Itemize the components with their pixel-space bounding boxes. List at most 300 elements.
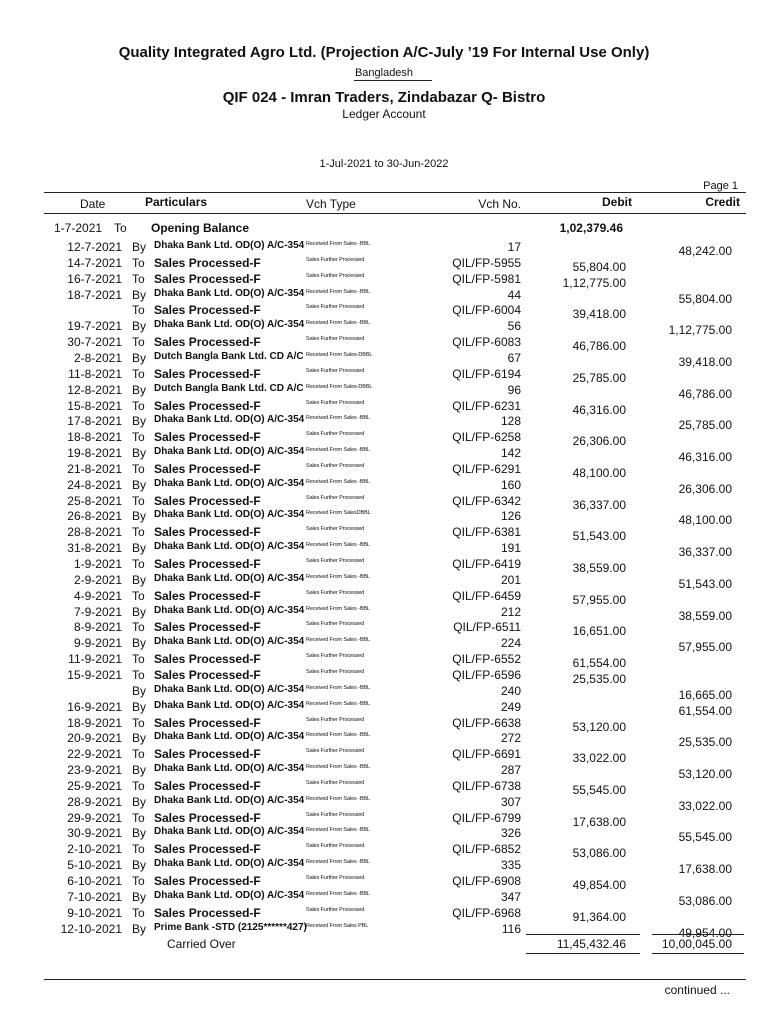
total-credit-rule [652,934,744,935]
entry-vch-type: Received From Sales -BBL [306,320,370,327]
entry-vch-no: QIL/FP-6258 [452,430,521,445]
entry-date: 25-8-2021 [67,493,122,508]
entry-credit: 48,242.00 [678,244,732,258]
entry-date: 18-9-2021 [67,715,122,730]
entry-date: 30-9-2021 [67,826,122,841]
entry-vch-type: Sales Further Processed [306,272,365,279]
total-debit-rule [526,934,640,935]
ledger-row [0,906,768,922]
entry-date: 23-9-2021 [67,763,122,777]
entry-debit: 38,559.00 [572,561,626,575]
entry-particulars: Dutch Bangla Bank Ltd. CD A/C [154,382,304,394]
opening-direction: To [114,221,127,235]
entry-direction: To [132,335,145,350]
entry-particulars: Sales Processed-F [154,398,261,413]
entry-date: 6-10-2021 [67,874,122,888]
entry-date: 29-9-2021 [67,810,122,825]
entry-debit: 53,120.00 [572,719,626,734]
entry-debit: 55,804.00 [572,259,626,274]
total-credit: 10,00,045.00 [661,937,732,951]
entry-vch-no: 347 [500,889,521,904]
entry-date: 17-8-2021 [67,414,122,429]
entry-date: 12-8-2021 [67,382,122,397]
entry-particulars: Dhaka Bank Ltd. OD(O) A/C-354 [154,319,305,331]
entry-direction: By [132,858,147,873]
ledger-row [0,541,768,560]
entry-particulars: Dhaka Bank Ltd. OD(O) A/C-354 [154,541,305,553]
entry-particulars: Dhaka Bank Ltd. OD(O) A/C-354 [154,794,305,806]
entry-vch-type: Sales Further Processed [306,589,365,596]
entry-vch-no: QIL/FP-6381 [452,525,521,540]
entry-direction: To [132,652,145,667]
ledger-row [0,795,768,811]
period-label: 1-Jul-2021 to 30-Jun-2022 [319,158,449,170]
entry-vch-type: Sales Further Processed [306,399,365,406]
entry-vch-type: Received From SalesDBBL [306,510,371,517]
entry-debit: 53,086.00 [572,846,626,861]
entry-credit: 25,535.00 [678,735,732,750]
entry-vch-type: Sales Further Processed [306,843,365,850]
entry-particulars: Dhaka Bank Ltd. OD(O) A/C-354 [154,287,305,299]
entry-debit: 16,651.00 [572,624,626,639]
ledger-row [0,383,768,399]
entry-particulars: Sales Processed-F [154,652,261,667]
entry-direction: To [132,810,145,825]
entry-vch-type: Received From Sales -BBL [306,542,370,549]
carried-over-label: Carried Over [167,937,236,951]
entry-direction: By [132,636,147,651]
entry-vch-type: Received From Sales-DBBL [306,383,373,390]
ledger-party-title: QIF 024 - Imran Traders, Zindabazar Q- Bistro [222,89,546,106]
entry-date: 9-10-2021 [67,905,122,920]
ledger-row [0,842,768,861]
entry-direction: By [132,446,147,460]
ledger-row [0,636,768,655]
entry-date: 22-9-2021 [67,747,122,762]
entry-debit: 48,100.00 [572,465,626,480]
entry-vch-no: QIL/FP-6738 [452,778,521,793]
ledger-row [0,668,768,684]
entry-direction: To [132,842,145,857]
entry-particulars: Sales Processed-F [154,778,261,793]
ledger-row [0,478,768,494]
entry-credit: 33,022.00 [678,798,732,813]
entry-credit: 49,954.00 [678,925,732,940]
entry-date: 2-10-2021 [67,842,122,857]
entry-credit: 17,638.00 [678,862,732,877]
ledger-row [0,716,768,732]
entry-vch-no: 142 [500,446,521,460]
entry-direction: By [132,763,147,777]
ledger-row [0,557,768,573]
ledger-row [0,652,768,671]
entry-vch-no: 191 [500,541,521,556]
country-underline [354,80,432,81]
entry-vch-type: Received From Sales -BBL [306,605,370,612]
total-debit-underline [526,953,640,954]
entry-vch-type: Received From Sales -BBL [306,859,370,866]
opening-date: 1-7-2021 [54,221,103,235]
entry-credit: 1,12,775.00 [668,323,732,338]
entry-direction: By [132,541,147,556]
entry-particulars: Dhaka Bank Ltd. OD(O) A/C-354 [154,699,305,711]
entry-credit: 53,086.00 [678,893,732,908]
ledger-row [0,605,768,621]
entry-direction: By [132,509,147,524]
entry-date: 18-8-2021 [67,430,122,445]
entry-vch-type: Sales Further Processed [306,336,365,343]
opening-particulars: Opening Balance [151,221,250,235]
entry-vch-type: Sales Further Processed [306,811,365,818]
entry-direction: By [132,826,147,841]
total-debit: 11,45,432.46 [556,937,626,951]
entry-vch-no: QIL/FP-6511 [453,620,521,635]
entry-date: 20-9-2021 [67,731,122,746]
entry-vch-no: 326 [500,826,521,841]
entry-date: 30-7-2021 [67,335,122,350]
entry-vch-type: Sales Further Processed [306,558,365,564]
entry-vch-type: Sales Further Processed [306,669,365,675]
entry-date: 19-8-2021 [67,446,122,460]
entry-credit: 39,418.00 [678,354,732,369]
entry-vch-no: 67 [507,350,521,365]
entry-credit: 38,559.00 [678,608,732,623]
entry-debit: 55,545.00 [572,782,626,797]
entry-date: 4-9-2021 [73,588,122,603]
entry-direction: To [132,430,145,445]
entry-vch-type: Received From Sales -BBL [306,288,370,295]
ledger-row [0,874,768,890]
entry-particulars: Sales Processed-F [154,335,261,350]
entry-vch-no: QIL/FP-6004 [452,303,521,318]
entry-direction: By [132,731,147,746]
entry-particulars: Sales Processed-F [154,303,261,318]
page-number: Page 1 [703,180,738,192]
entry-debit: 17,638.00 [572,814,626,829]
entry-credit: 25,785.00 [678,418,732,433]
entry-credit: 55,804.00 [678,291,732,306]
entry-vch-no: 160 [500,477,521,492]
entry-debit: 49,854.00 [572,878,626,892]
entry-particulars: Sales Processed-F [154,905,261,920]
entry-vch-no: 335 [500,858,521,873]
entry-date: 12-7-2021 [67,240,122,254]
ledger-row [0,462,768,478]
entry-debit: 25,535.00 [572,672,626,686]
entry-vch-no: 116 [501,921,521,936]
total-credit-underline [652,953,744,954]
entry-particulars: Sales Processed-F [154,525,261,540]
entry-date: 16-7-2021 [67,271,122,286]
continued-label: continued ... [664,983,730,997]
entry-vch-no: 224 [500,636,521,651]
entry-date: 1-9-2021 [73,557,122,571]
entry-vch-type: Received From Sales -BBL [306,827,370,834]
entry-direction: By [132,240,147,254]
entry-debit: 46,786.00 [572,339,626,354]
entry-vch-type: Received From Sales -BBL [306,764,370,770]
entry-vch-type: Received From Sales -BBL [306,684,370,691]
entry-vch-no: 17 [507,240,521,254]
entry-particulars: Sales Processed-F [154,461,261,476]
entry-vch-type: Sales Further Processed [306,653,365,660]
entry-vch-no: QIL/FP-6852 [452,842,521,857]
entry-credit: 26,306.00 [678,481,732,496]
entry-direction: By [132,921,147,936]
ledger-row [0,731,768,750]
country-label: Bangladesh [354,67,414,79]
entry-date: 11-8-2021 [68,366,122,381]
entry-vch-type: Received From Sales -BBL [306,573,370,580]
entry-date: 19-7-2021 [67,319,122,334]
ledger-row [0,367,768,383]
entry-date: 18-7-2021 [67,287,122,302]
entry-credit: 57,955.00 [678,640,732,655]
entry-direction: By [132,683,147,698]
entry-date: 11-9-2021 [68,652,122,667]
entry-direction: To [132,366,145,381]
entry-vch-type: Sales Further Processed [306,748,365,755]
col-header-debit: Debit [602,195,632,209]
entry-vch-no: QIL/FP-6638 [452,715,521,730]
entry-vch-no: QIL/FP-6342 [452,493,521,508]
entry-direction: By [132,382,147,397]
entry-particulars: Sales Processed-F [154,668,261,682]
entry-vch-type: Received From Sales -BBL [306,795,370,802]
col-header-vch-type: Vch Type [306,197,356,211]
ledger-row [0,399,768,415]
entry-credit: 55,545.00 [678,830,732,845]
entry-particulars: Sales Processed-F [154,874,261,888]
entry-vch-type: Sales Further Processed [306,494,365,501]
entry-debit: 57,955.00 [572,592,626,607]
ledger-row [0,858,768,877]
entry-vch-no: QIL/FP-6968 [452,905,521,920]
entry-particulars: Dhaka Bank Ltd. OD(O) A/C-354 [154,509,305,521]
entry-particulars: Sales Processed-F [154,493,261,508]
entry-particulars: Dhaka Bank Ltd. OD(O) A/C-354 [154,858,305,870]
entry-vch-no: QIL/FP-6799 [452,810,521,825]
opening-debit: 1,02,379.46 [559,221,623,235]
entry-vch-type: Received From Sales -BBL [306,732,370,739]
entry-date: 8-9-2021 [73,620,122,635]
ledger-row [0,335,768,354]
entry-particulars: Dhaka Bank Ltd. OD(O) A/C-354 [154,477,305,489]
entry-vch-no: 272 [500,731,521,746]
entry-date: 25-9-2021 [67,778,122,793]
opening-balance-row [0,221,768,237]
entry-vch-no: 44 [507,287,521,302]
header-top-rule [44,192,746,193]
entry-particulars: Sales Processed-F [154,255,261,270]
entry-vch-no: QIL/FP-6459 [452,588,521,603]
entry-particulars: Sales Processed-F [154,810,261,825]
entry-particulars: Sales Processed-F [154,557,261,571]
ledger-row [0,272,768,288]
ledger-row [0,826,768,845]
entry-credit: 16,665.00 [678,687,732,702]
entry-particulars: Dhaka Bank Ltd. OD(O) A/C-354 [154,240,305,251]
entry-vch-type: Sales Further Processed [306,779,365,786]
entry-particulars: Dhaka Bank Ltd. OD(O) A/C-354 [154,763,305,774]
entry-debit: 51,543.00 [572,529,626,544]
entry-vch-no: QIL/FP-6552 [452,652,521,667]
entry-date: 5-10-2021 [67,858,122,873]
entry-vch-type: Received From Sales -BBL [306,415,370,422]
entry-vch-type: Received From Sales -BBL [306,890,370,897]
entry-date: 14-7-2021 [67,255,122,270]
entry-credit: 46,316.00 [678,450,732,464]
entry-vch-no: QIL/FP-6691 [452,747,521,762]
entry-vch-no: QIL/FP-6083 [452,335,521,350]
entry-vch-no: 307 [500,794,521,809]
entry-direction: To [132,668,145,682]
entry-vch-type: Sales Further Processed [306,431,365,438]
entry-particulars: Dhaka Bank Ltd. OD(O) A/C-354 [154,731,305,743]
entry-direction: To [132,588,145,603]
entry-vch-no: QIL/FP-6291 [452,461,521,476]
entry-debit: 25,785.00 [572,370,626,385]
entry-direction: By [132,319,147,334]
entry-vch-no: 128 [500,414,521,429]
entry-vch-type: Sales Further Processed [306,462,365,469]
entry-particulars: Dhaka Bank Ltd. OD(O) A/C-354 [154,604,305,616]
entry-date: 31-8-2021 [67,541,122,556]
ledger-type-label: Ledger Account [342,107,426,121]
entry-particulars: Dutch Bangla Bank Ltd. CD A/C [154,350,304,362]
entry-vch-no: 249 [500,699,521,714]
ledger-row [0,747,768,766]
entry-vch-type: Sales Further Processed [306,875,365,881]
ledger-row [0,430,768,449]
entry-vch-type: Sales Further Processed [306,621,365,628]
entry-date: 15-8-2021 [67,398,122,413]
ledger-row [0,240,768,256]
entry-particulars: Dhaka Bank Ltd. OD(O) A/C-354 [154,826,305,838]
entry-vch-type: Sales Further Processed [306,716,365,723]
entry-particulars: Sales Processed-F [154,747,261,762]
col-header-particulars: Particulars [145,195,208,209]
entry-direction: To [132,493,145,508]
entry-direction: By [132,794,147,809]
header-bottom-rule [44,213,746,214]
entry-vch-type: Received From Sales-DBBL [306,351,373,358]
ledger-row [0,779,768,795]
entry-particulars: Dhaka Bank Ltd. OD(O) A/C-354 [154,889,305,901]
company-title: Quality Integrated Agro Ltd. (Projection A/C-July ’19 For Internal Use Only) [118,44,650,61]
entry-particulars: Sales Processed-F [154,715,261,730]
entry-direction: To [132,747,145,762]
entry-vch-no: 287 [500,763,521,777]
ledger-row [0,620,768,639]
entry-debit: 91,364.00 [572,909,626,924]
entry-particulars: Dhaka Bank Ltd. OD(O) A/C-354 [154,414,305,426]
ledger-row [0,303,768,322]
entry-credit: 53,120.00 [678,767,732,781]
entry-date: 2-8-2021 [73,350,122,365]
entry-vch-type: Received From Sales PBL [306,922,369,929]
entry-direction: To [132,525,145,540]
entry-particulars: Sales Processed-F [154,620,261,635]
entry-vch-no: 212 [500,604,521,619]
entry-date: 2-9-2021 [73,572,122,587]
ledger-row [0,509,768,528]
ledger-row [0,414,768,433]
entry-direction: By [132,604,147,619]
entry-particulars: Dhaka Bank Ltd. OD(O) A/C-354 [154,446,305,457]
entry-direction: To [132,874,145,888]
ledger-row [0,256,768,272]
col-header-date: Date [80,197,106,211]
entry-particulars: Prime Bank -STD (2125******427) [154,921,307,933]
entry-particulars: Sales Processed-F [154,366,261,381]
col-header-credit: Credit [705,195,740,209]
entry-vch-no: 240 [500,683,521,698]
entry-date: 16-9-2021 [67,699,122,714]
entry-debit: 46,316.00 [572,402,626,417]
entry-vch-type: Received From Sales -BBL [306,637,370,644]
entry-vch-no: 126 [500,509,521,524]
entry-vch-type: Sales Further Processed [306,367,365,374]
entry-direction: To [132,461,145,476]
entry-vch-no: QIL/FP-6596 [452,668,521,682]
entry-direction: To [132,620,145,635]
entry-vch-type: Received From Sales -BBL [306,700,370,707]
entry-direction: To [132,905,145,920]
entry-date: 7-10-2021 [67,889,122,904]
entry-date: 28-8-2021 [67,525,122,540]
ledger-row [0,319,768,338]
entry-vch-no: QIL/FP-5981 [452,271,521,286]
entry-credit: 48,100.00 [678,513,732,528]
entry-particulars: Sales Processed-F [154,588,261,603]
entry-debit: 26,306.00 [572,434,626,449]
entry-direction: To [132,557,145,571]
entry-vch-type: Sales Further Processed [306,304,365,311]
entry-direction: To [132,778,145,793]
ledger-row [0,684,768,700]
footer-rule [44,979,746,980]
entry-debit: 1,12,775.00 [562,275,626,290]
entry-direction: By [132,889,147,904]
entry-debit: 36,337.00 [572,497,626,512]
entry-vch-no: QIL/FP-5955 [452,255,521,270]
entry-particulars: Dhaka Bank Ltd. OD(O) A/C-354 [154,572,305,584]
entry-debit: 39,418.00 [572,307,626,322]
entry-particulars: Sales Processed-F [154,271,261,286]
entry-direction: By [132,350,147,365]
ledger-row [0,525,768,544]
entry-credit: 51,543.00 [678,576,732,591]
entry-credit: 46,786.00 [678,386,732,401]
entry-vch-type: Received From Sales -BBL [306,241,370,247]
entry-direction: To [132,255,145,270]
entry-date: 24-8-2021 [67,477,122,492]
entry-direction: To [132,715,145,730]
entry-particulars: Dhaka Bank Ltd. OD(O) A/C-354 [154,683,305,695]
ledger-row [0,763,768,779]
entry-date: 7-9-2021 [73,604,122,619]
entry-vch-type: Sales Further Processed [306,526,365,533]
entry-date: 21-8-2021 [67,461,122,476]
entry-direction: To [132,398,145,413]
ledger-row [0,700,768,716]
ledger-row [0,922,768,938]
entry-vch-no: 96 [507,382,521,397]
entry-particulars: Dhaka Bank Ltd. OD(O) A/C-354 [154,636,305,648]
entry-direction: By [132,572,147,587]
ledger-row [0,811,768,827]
